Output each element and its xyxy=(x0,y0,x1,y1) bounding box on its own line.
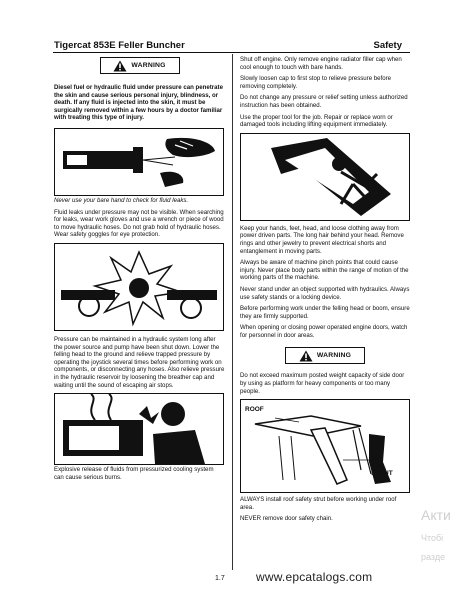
paragraph-door-weight: Do not exceed maximum posted weight capacity of side door by using as platform for heavy components or too many people. xyxy=(240,372,405,395)
paragraph-trapped-pressure: Pressure can be maintained in a hydraulic system long after the power source and pump have been shut down. Lower the felling head to the ground and relieve trapped pressure by operating the joystick several times before performing work on components, or disconnecting any hoses. Also relieve pressure in the hydraulic reservoir by loosening the breather cap and waiting until the sound of escaping air stops. xyxy=(54,335,225,389)
radiator-burn-illustration xyxy=(54,393,224,465)
paragraph-install-strut: ALWAYS install roof safety strut before working under roof area. xyxy=(240,496,397,511)
paragraph-hydraulic-support: Never stand under an object supported with hydraulics. Always use safety stands or a locking device. xyxy=(240,285,410,301)
overlay-text-line-2: Чтобі xyxy=(421,533,444,543)
header-rule xyxy=(53,52,410,53)
paragraph-felling-head: Before performing work under the felling head or boom, ensure they are firmly supported. xyxy=(240,305,410,320)
warning-triangle-icon xyxy=(113,60,127,72)
hand-leak-drawing xyxy=(55,129,223,195)
radiator-burn-drawing xyxy=(55,394,223,464)
left-column xyxy=(54,57,225,485)
section-title: Safety xyxy=(373,40,402,51)
warning-label: WARNING xyxy=(316,352,352,360)
paragraph-proper-tool: Use the proper tool for the job. Repair or replace worn or damaged tools including lifting equipment immediately. xyxy=(240,113,393,129)
warning-label: WARNING xyxy=(131,61,166,69)
hand-leak-illustration xyxy=(54,128,224,196)
paragraph-engine-doors: When opening or closing power operated engine doors, watch for personnel in door areas. xyxy=(240,324,408,339)
roof-label: ROOF xyxy=(245,406,264,414)
document-title: Tigercat 853E Feller Buncher xyxy=(54,40,185,51)
paragraph-radiator-cap: Shut off engine. Only remove engine radiator filler cap when cool enough to touch with bare hands. xyxy=(240,56,402,71)
roof-strut-illustration xyxy=(240,399,410,493)
overlay-text-line-3: разде xyxy=(421,552,446,562)
site-watermark: www.epcatalogs.com xyxy=(256,570,373,584)
caption-radiator-burn: Explosive release of fluids from pressurized cooling system can cause serious burns. xyxy=(54,466,214,481)
column-divider xyxy=(232,54,233,570)
overlay-text-line-1: Акти xyxy=(421,507,451,523)
roof-strut-drawing xyxy=(241,400,409,492)
paragraph-pressure-settings: Do not change any pressure or relief setting unless authorized instruction has been obtained. xyxy=(240,94,408,109)
caption-hand-leak: Never use your bare hand to check for fluid leaks. xyxy=(54,196,189,204)
right-column xyxy=(240,56,410,527)
warning-triangle-icon xyxy=(299,350,313,362)
page-number: 1.7 xyxy=(215,575,225,582)
pressure-burst-drawing xyxy=(55,244,223,330)
paragraph-door-chain: NEVER remove door safety chain. xyxy=(240,515,333,523)
strut-label: STRUT xyxy=(371,470,393,478)
warning-box xyxy=(100,57,180,74)
warning-box-doors xyxy=(285,347,365,364)
entanglement-illustration xyxy=(240,133,410,221)
paragraph-power-driven-parts: Keep your hands, feet, head, and loose clothing away from power driven parts. The long hair behind your head. Remove rings and other jewelry to prevent electrical shorts and entanglement in moving parts. xyxy=(240,224,404,255)
paragraph-fluid-leaks: Fluid leaks under pressure may not be visible. When searching for leaks, wear work gloves and use a wrench or piece of wood to move hydraulic hoses. Do not grab hold of hydraulic hoses. Wear safety goggles for eye protection. xyxy=(54,208,224,239)
entanglement-drawing xyxy=(241,134,409,220)
paragraph-loosen-cap: Slowly loosen cap to first stop to relieve pressure before removing completely. xyxy=(240,75,392,90)
pressure-burst-illustration xyxy=(54,243,224,331)
warning-text: Diesel fuel or hydraulic fluid under pressure can penetrate the skin and cause serious personal injury, blindness, or death. If any fluid is injected into the skin, it must be surgically removed within a few hours by a doctor familiar with treating this type of injury. xyxy=(54,84,223,122)
paragraph-pinch-points: Always be aware of machine pinch points that could cause injury. Never place body parts within the range of motion of the working parts of the machine. xyxy=(240,259,409,282)
